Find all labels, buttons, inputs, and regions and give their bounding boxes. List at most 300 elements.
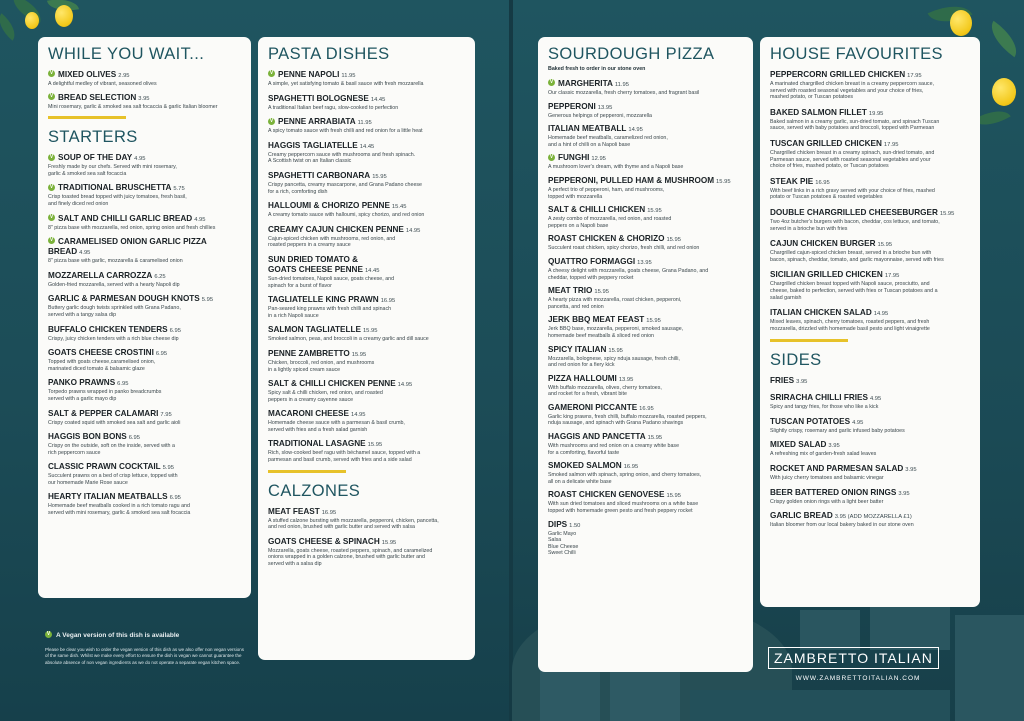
menu-item-price: 14.95	[350, 412, 366, 419]
menu-item-name	[548, 520, 743, 531]
menu-item	[48, 271, 241, 289]
menu-item-title: TRADITIONAL LASAGNE	[268, 439, 366, 449]
menu-item-description: Creamy peppercorn sauce with mushrooms and fresh spinach. A Scottish twist on an Italian classic	[268, 151, 416, 165]
menu-item-name	[770, 70, 970, 81]
menu-item-price: 17.95	[883, 141, 899, 148]
menu-item-title: SALT & PEPPER CALAMARI	[48, 408, 159, 418]
menu-item-description: Spicy and tangy fries, for those who like a kick	[770, 404, 879, 411]
menu-item-price: 3.95	[828, 443, 840, 450]
menu-fold	[509, 0, 513, 721]
menu-item-name	[48, 183, 241, 194]
menu-item-title: PENNE NAPOLI	[278, 70, 340, 79]
menu-item-title: GARLIC & PARMESAN DOUGH KNOTS	[48, 294, 200, 304]
menu-item-description: Smoked salmon with spinach, spring onion, and cherry tomatoes, all on a delicate white base	[548, 472, 702, 485]
vegan-note-body: Please be clear you wish to order the vegan version of this dish as we also offer non vegan versions of the same dish. Whilst we make every effort to ensure the dish is vegan we cannot guarantee the absolute absence of non vegan ingredients as we do not operate a separate vegan kitchen space.	[45, 647, 245, 665]
menu-item-description: Pan-seared king prawns with fresh chilli and spinach in a rich Napoli sauce	[268, 306, 392, 319]
menu-item-name	[770, 488, 970, 499]
menu-item-name	[770, 308, 970, 319]
menu-item-title: SALT & CHILLI CHICKEN	[548, 205, 646, 215]
menu-item-title: GOATS CHEESE & SPINACH	[268, 536, 380, 546]
menu-item-description: With buffalo mozzarella, olives, cherry tomatoes, and rocket for a fresh, vibrant bite	[548, 384, 662, 398]
vegan-note-title: V A Vegan version of this dish is available	[46, 631, 180, 640]
menu-item-description: With sun dried tomatoes and sliced mushrooms on a white base topped with homemade green pesto and fresh peppery rocket	[548, 501, 699, 515]
menu-item-title: PENNE ARRABIATA	[278, 117, 356, 127]
menu-item-description: Homemade cheese sauce with a parmesan & basil crumb, served with fries and a fresh salad garnish	[268, 420, 405, 433]
menu-item-description: Golden-fried mozzarella, served with a hearty Napoli dip	[48, 281, 180, 288]
town-building	[690, 690, 950, 721]
panel-starters	[38, 37, 251, 598]
menu-item-description: With juicy cherry tomatoes and balsamic vinegar	[770, 475, 884, 482]
menu-item-name	[548, 176, 743, 187]
menu-item-price: 16.95	[623, 464, 639, 471]
vegan-v-icon: V	[269, 117, 274, 124]
menu-item-price: 14.95	[873, 311, 889, 318]
section-title-starters: STARTERS	[48, 128, 138, 147]
menu-item-title: ITALIAN MEATBALL	[548, 124, 627, 134]
menu-item-description: A hearty pizza with mozzarella, roast chicken, pepperoni, pancetta, and red onion	[548, 297, 682, 310]
menu-item-price: 3.95	[905, 467, 917, 474]
menu-item-price: 4.95	[869, 396, 882, 403]
menu-item	[268, 409, 465, 433]
menu-item-description: Succulent prawns on a bed of crisp lettuce, topped with our homemade Marie Rose sauce	[48, 473, 178, 486]
menu-item	[268, 325, 465, 343]
menu-item-name	[268, 295, 465, 306]
menu-item-title: TAGLIATELLE KING PRAWN	[268, 295, 379, 305]
menu-item-title: ROCKET AND PARMESAN SALAD	[770, 464, 904, 474]
menu-item-price: 15.95	[939, 210, 955, 217]
menu-item-description: Crisp toasted bread topped with juicy tomatoes, fresh basil, and finely diced red onion	[48, 194, 187, 207]
menu-item-title: BUFFALO CHICKEN TENDERS	[48, 324, 168, 334]
menu-item-price: 15.95	[362, 328, 378, 335]
menu-item-title: MIXED OLIVES	[58, 70, 117, 79]
menu-item-name	[770, 376, 970, 387]
menu-item-name	[268, 117, 465, 128]
menu-item-name	[268, 349, 465, 360]
menu-item-title: MOZZARELLA CARROZZA	[48, 270, 153, 280]
vegan-note	[45, 632, 245, 666]
menu-item-name	[48, 294, 241, 305]
menu-item-description: Chargrilled chicken breast topped with Napoli sauce, prosciutto, and cheese, baked to perfection, served with fries or Tuscan potatoes and a salad garnish	[770, 281, 938, 301]
menu-item-name	[48, 378, 241, 389]
menu-item	[548, 432, 743, 456]
menu-item-description: A spicy tomato sauce with fresh chilli and red onion for a little heat	[268, 128, 423, 135]
menu-item-name	[48, 70, 241, 81]
menu-item-name	[48, 409, 241, 420]
menu-item	[48, 492, 241, 516]
menu-item	[48, 214, 241, 232]
menu-item-title: QUATTRO FORMAGGI	[548, 256, 636, 266]
menu-item	[548, 490, 743, 514]
menu-item-name	[770, 108, 970, 119]
menu-item	[48, 462, 241, 486]
menu-item-title: SALT & CHILLI CHICKEN PENNE	[268, 379, 396, 389]
vegan-v-icon: V	[49, 153, 54, 160]
menu-item-name	[770, 139, 970, 150]
menu-item-title: PENNE ZAMBRETTO	[268, 348, 350, 358]
menu-item-price: 6.95	[128, 435, 140, 442]
menu-item-description: Crispy pancetta, creamy mascarpone, and Grana Padano cheese for a rich, comforting dish	[268, 181, 422, 195]
menu-item-title: FUNGHI	[558, 153, 590, 163]
menu-item	[770, 440, 970, 458]
menu-item-description: A perfect trio of pepperoni, ham, and mushrooms, topped with mozzarella	[548, 186, 665, 200]
menu-item-title: PIZZA HALLOUMI	[548, 373, 617, 383]
menu-item-title: SUN DRIED TOMATO & GOATS CHEESE PENNE	[268, 254, 363, 274]
menu-item	[48, 348, 241, 372]
menu-item-description: A mushroom lover's dream, with thyme and a Napoli base	[548, 164, 684, 171]
menu-item-description: Buttery garlic dough twists sprinkled with Grana Padano, served with a tangy salsa dip	[48, 305, 181, 318]
menu-item	[48, 153, 241, 177]
menu-item-description: With beef links in a rich gravy served with your choice of fries, mashed potato or Tuscan potatoes & roasted vegetables	[770, 187, 935, 201]
menu-item-description: Generous helpings of pepperoni, mozzarella	[548, 112, 652, 119]
menu-item-name	[548, 234, 743, 245]
menu-item-description: Homemade beef meatballs cooked in a rich tomato ragu and served with mini rosemary, garlic & smoked sea salt focaccia	[48, 503, 191, 517]
menu-item	[770, 139, 970, 170]
menu-item-price: 15.95	[381, 539, 397, 546]
menu-item	[770, 393, 970, 411]
menu-item-price: 3.95 (ADD MOZZARELLA £1)	[834, 514, 912, 521]
menu-item-description: Homemade beef meatballs, caramelized red onion, and a hint of chilli on a Napoli base	[548, 135, 668, 148]
menu-item	[268, 379, 465, 403]
menu-item-description: A simple, yet satisfying tomato & basil sauce with fresh mozzarella	[268, 81, 424, 87]
menu-item-description: Mozzarella, goats cheese, roasted peppers, spinach, and caramelized onions wrapped in a golden calzone, brushed with garlic butter and served with a salsa dip	[268, 547, 433, 568]
menu-item-name	[770, 208, 970, 219]
menu-item-price: 11.95	[357, 120, 372, 127]
menu-item-description: 8" pizza base with mozzarella, red onion, spring onion and fresh chillies	[48, 224, 216, 231]
menu-item-title: ITALIAN CHICKEN SALAD	[770, 308, 872, 318]
menu-item-price: 6.25	[154, 273, 166, 280]
menu-item-title: BREAD SELECTION	[58, 92, 137, 102]
menu-item-name	[770, 270, 970, 281]
menu-item-price: 11.95	[614, 82, 629, 88]
vegan-v-icon: V	[49, 70, 54, 77]
menu-item-name	[548, 345, 743, 356]
menu-item-price: 16.95	[380, 298, 396, 305]
menu-item-price: 7.95	[160, 411, 172, 418]
menu-item	[770, 464, 970, 482]
menu-item	[770, 70, 970, 101]
menu-item-name	[268, 379, 465, 390]
menu-item-description: A traditional Italian beef ragu, slow-cooked to perfection	[268, 104, 399, 111]
menu-item-description: Succulent roast chicken, spicy chorizo, fresh chilli, and red onion	[548, 245, 700, 252]
menu-item-price: 4.95	[134, 156, 146, 163]
menu-item-description: A stuffed calzone bursting with mozzarella, pepperoni, chicken, pancetta, and red onion, brushed with garlic butter and served with salsa	[268, 517, 439, 531]
menu-item-description: Italian bloomer from our local bakery baked in our stone oven	[770, 522, 914, 529]
menu-item-description: Baked salmon in a creamy garlic, sun-dried tomato, and spinach Tuscan sauce, served with baby potatoes and broccoli, topped with Parmesan	[770, 118, 940, 132]
menu-item-title: SPAGHETTI CARBONARA	[268, 170, 371, 180]
menu-item	[268, 507, 465, 531]
menu-item-title: FRIES	[770, 376, 795, 386]
menu-item	[268, 94, 465, 112]
menu-item-price: 13.95	[597, 104, 613, 111]
menu-item-title: MARGHERITA	[558, 79, 613, 88]
menu-item-name	[548, 374, 743, 385]
menu-item-price: 11.95	[341, 73, 356, 79]
menu-item-price: 14.45	[370, 96, 386, 103]
menu-item-title: DOUBLE CHARGRILLED CHEESEBURGER	[770, 207, 938, 217]
menu-item	[548, 461, 743, 485]
menu-item-description: Jerk BBQ base, mozzarella, pepperoni, smoked sausage, homemade beef meatballs & sliced red onion	[548, 326, 684, 339]
pizza-subtitle: Baked fresh to order in our stone oven	[548, 66, 646, 72]
menu-item-price: 16.95	[815, 179, 830, 186]
menu-item-title: CAJUN CHICKEN BURGER	[770, 239, 876, 249]
menu-item-title: TUSCAN POTATOES	[770, 416, 851, 426]
menu-item-description: Topped with goats cheese,caramelised onion, marinated diced tomato & balsamic glaze	[48, 359, 156, 372]
menu-item-name	[48, 325, 241, 336]
menu-item-price: 1.50	[569, 522, 581, 529]
menu-item-price: 6.95	[155, 351, 168, 358]
menu-item-description: Cajun-spiced chicken with mushrooms, red onion, and roasted peppers in a creamy sauce	[268, 235, 396, 249]
menu-item	[548, 403, 743, 427]
menu-item	[548, 315, 743, 339]
town-building	[800, 610, 860, 650]
panel-pizza	[538, 37, 753, 672]
menu-item	[770, 108, 970, 132]
menu-item-name	[268, 225, 465, 236]
menu-item-price: 3.95	[796, 379, 808, 386]
vegan-v-icon: V	[49, 92, 54, 99]
menu-item-name	[770, 417, 970, 428]
while-you-wait-list	[48, 70, 241, 110]
menu-item-name	[268, 439, 465, 450]
menu-item-name	[548, 102, 743, 113]
menu-item-price: 15.45	[391, 204, 407, 211]
menu-item-name	[548, 403, 743, 414]
menu-item-title: MEAT TRIO	[548, 286, 593, 296]
menu-item-price: 13.95	[618, 376, 634, 383]
menu-item-title: GAMERONI PICCANTE	[548, 402, 638, 412]
menu-item	[48, 378, 241, 402]
sides-list	[770, 376, 970, 529]
menu-item	[770, 270, 970, 301]
vegan-v-icon: V	[49, 183, 54, 190]
menu-item	[548, 520, 743, 557]
menu-item	[48, 325, 241, 343]
brand-logo	[768, 647, 948, 682]
menu-item	[548, 234, 743, 252]
menu-item-description: Mini rosemary, garlic & smoked sea salt focaccia & garlic Italian bloomer	[48, 103, 218, 110]
menu-item-description: Smoked salmon, peas, and broccoli in a creamy garlic and dill sauce	[268, 336, 429, 343]
menu-item	[48, 93, 241, 111]
menu-item-name	[268, 171, 465, 182]
menu-item-name	[268, 255, 465, 276]
menu-item-name	[770, 393, 970, 404]
menu-item-title: TUSCAN GRILLED CHICKEN	[770, 138, 882, 148]
menu-item-description: Freshly made by our chefs. Served with mini rosemary, garlic & smoked sea salt focaccia	[48, 164, 177, 177]
menu-item-title: PEPPERONI	[548, 101, 596, 111]
menu-item-title: JERK BBQ MEAT FEAST	[548, 315, 645, 325]
menu-item-title: ROAST CHICKEN GENOVESE	[548, 490, 665, 500]
menu-item-price: 15.95	[647, 435, 663, 442]
menu-item-name	[548, 490, 743, 501]
section-divider	[268, 470, 346, 473]
menu-item-description: A refreshing mix of garden-fresh salad leaves	[770, 451, 877, 458]
menu-item-name	[548, 124, 743, 135]
brand-url: WWW.ZAMBRETTOITALIAN.COM	[795, 675, 921, 682]
vegan-v-icon: V	[49, 237, 54, 244]
menu-item-description: Crispy golden onion rings with a light beer batter	[770, 498, 884, 505]
menu-item-name	[548, 461, 743, 472]
menu-item-price: 4.95	[79, 250, 91, 257]
vegan-v-icon: V	[269, 70, 274, 77]
menu-item-name	[548, 286, 743, 297]
menu-item-name	[48, 93, 241, 104]
menu-item	[770, 417, 970, 435]
menu-item-title: HEARTY ITALIAN MEATBALLS	[48, 492, 168, 502]
menu-item-price: 4.95	[852, 419, 864, 426]
menu-item-price: 15.95	[367, 442, 383, 449]
menu-item-title: SRIRACHA CHILLI FRIES	[770, 393, 868, 403]
menu-item	[268, 537, 465, 568]
menu-item-description: Mozzarella, bolognese, spicy nduja sausage, fresh chilli, and red onion for a fiery kick	[548, 355, 680, 369]
menu-item-title: GOATS CHEESE CROSTINI	[48, 348, 154, 358]
menu-item	[48, 70, 241, 88]
menu-item-price: 12.95	[591, 156, 606, 163]
menu-item-price: 5.95	[201, 297, 214, 304]
starters-list	[48, 153, 241, 516]
town-building	[610, 670, 680, 721]
menu-item-price: 4.95	[194, 216, 206, 223]
town-building	[870, 600, 950, 650]
menu-item-price: 14.45	[359, 143, 375, 150]
menu-item	[548, 124, 743, 148]
menu-item-description: A zesty combo of mozzarella, red onion, and roasted peppers on a Napoli base	[548, 216, 672, 229]
menu-item-price: 15.95	[877, 242, 893, 249]
menu-item-title: ROAST CHICKEN & CHORIZO	[548, 234, 665, 244]
menu-item-name	[268, 70, 465, 81]
menu-item-title: SICILIAN GRILLED CHICKEN	[770, 270, 883, 280]
menu-item	[48, 294, 241, 318]
menu-item	[548, 102, 743, 120]
menu-item-price: 15.95	[351, 351, 367, 358]
menu-item-price: 15.95	[608, 347, 623, 354]
menu-item-name	[548, 205, 743, 216]
menu-item-description: Torpedo prawns wrapped in panko breadcrumbs served with a garlic mayo dip	[48, 389, 162, 402]
menu-item-price: 5.75	[173, 186, 185, 193]
menu-item-price: 17.95	[884, 273, 900, 280]
brand-name: ZAMBRETTO ITALIAN	[768, 647, 939, 669]
menu-item	[548, 374, 743, 398]
menu-item	[770, 488, 970, 506]
menu-item-name	[548, 432, 743, 443]
menu-item-name	[548, 315, 743, 326]
menu-item-name	[548, 257, 743, 268]
menu-item	[548, 153, 743, 171]
menu-item-title: PANKO PRAWNS	[48, 378, 116, 388]
menu-item-title: HAGGIS BON BONS	[48, 432, 127, 442]
menu-item	[268, 439, 465, 463]
menu-item-price: 15.95	[594, 289, 609, 296]
menu-item-description: Slightly crispy, rosemary and garlic infused baby potatoes	[770, 427, 905, 434]
menu-item	[268, 349, 465, 373]
menu-item-price: 6.95	[117, 381, 129, 388]
menu-item	[268, 225, 465, 249]
menu-item	[268, 141, 465, 165]
menu-item-title: SPICY ITALIAN	[548, 344, 607, 354]
menu-item-name	[48, 462, 241, 473]
panel-pasta	[258, 37, 475, 660]
menu-item-name	[268, 94, 465, 105]
menu-item-description: Our classic mozzarella, fresh cherry tomatoes, and fragrant basil	[548, 90, 700, 96]
menu-item-name	[770, 239, 970, 250]
menu-item-title: MACARONI CHEESE	[268, 409, 349, 419]
menu-item-title: PEPPERONI, PULLED HAM & MUSHROOM	[548, 175, 715, 185]
menu-item	[268, 255, 465, 289]
menu-item-name	[268, 409, 465, 420]
menu-item-description: Chargrilled cajun-spiced chicken breast, served in a brioche bun with bacon, spinach, cheddar, tomato, and garlic mayonnaise, served with fries	[770, 250, 944, 263]
menu-item	[770, 376, 970, 387]
menu-item	[548, 79, 743, 97]
menu-item-description: Chargrilled chicken breast in a creamy spinach, sun-dried tomato, and Parmesan sauce, served with roasted seasonal vegetables and your choice of fries, mashed potato, or Tuscan potatoes	[770, 149, 935, 170]
menu-item-description: Two 4oz butcher's burgers with bacon, cheddar, cos lettuce, and tomato, served in a brioche bun with fries	[770, 218, 940, 232]
menu-item	[268, 70, 465, 88]
menu-item-name	[268, 325, 465, 336]
menu-item-price: 3.95	[898, 490, 910, 497]
menu-item	[48, 183, 241, 207]
menu-item-title: BAKED SALMON FILLET	[770, 107, 867, 117]
menu-item-price: 6.95	[169, 327, 181, 334]
menu-item-price: 2.95	[118, 73, 130, 79]
menu-item-description: Spicy salt & chilli chicken, red onion, and roasted peppers in a creamy cayenne sauce	[268, 390, 383, 403]
menu-item-description: Rich, slow-cooked beef ragu with béchamel sauce, topped with a parmesan and basil crumb, served with fries and a side salad	[268, 450, 421, 464]
menu-item-description: Garlic king prawns, fresh chilli, buffalo mozzarella, roasted peppers, nduja sausage, and spinach with Grana Padano shavings	[548, 413, 707, 427]
menu-item	[48, 409, 241, 427]
menu-item-description: A marinated chargrilled chicken breast in a creamy peppercorn sauce, served with roasted seasonal vegetables and your choice of fries, mashed potato, or Tuscan potatoes	[770, 81, 934, 101]
section-title-house: HOUSE FAVOURITES	[770, 45, 943, 63]
menu-item	[548, 345, 743, 369]
menu-item-description: A creamy tomato sauce with halloumi, spicy chorizo, and red onion	[268, 212, 425, 219]
menu-item	[770, 511, 970, 529]
pizza-list	[548, 79, 743, 557]
menu-item-name	[48, 271, 241, 282]
menu-item	[770, 308, 970, 332]
menu-item-price: 16.95	[321, 509, 337, 516]
menu-item-title: CLASSIC PRAWN COCKTAIL	[48, 462, 161, 472]
menu-item	[548, 257, 743, 281]
menu-item	[770, 239, 970, 263]
menu-item	[268, 295, 465, 319]
menu-item	[770, 177, 970, 201]
menu-item-title: PEPPERCORN GRILLED CHICKEN	[770, 70, 906, 79]
menu-item	[268, 201, 465, 219]
house-list	[770, 70, 970, 332]
section-title-pizza: SOURDOUGH PIZZA	[548, 45, 715, 63]
menu-item-name	[770, 440, 970, 451]
menu-item-title: STEAK PIE	[770, 176, 814, 186]
menu-item-title: CREAMY CAJUN CHICKEN PENNE	[268, 224, 404, 234]
menu-item-price: 5.95	[162, 465, 174, 472]
menu-item-name	[48, 348, 241, 359]
menu-item-title: MEAT FEAST	[268, 506, 320, 516]
menu-item-name	[548, 79, 743, 90]
menu-item-title: MIXED SALAD	[770, 440, 827, 450]
menu-item-title: SPAGHETTI BOLOGNESE	[268, 93, 369, 103]
menu-item-title: BEER BATTERED ONION RINGS	[770, 487, 897, 497]
section-title-while-you-wait: WHILE YOU WAIT...	[48, 45, 205, 63]
town-building	[955, 615, 1024, 721]
menu-item-price: 14.45	[364, 267, 380, 274]
menu-item-price: 3.95	[138, 95, 150, 102]
menu-item-description: Chicken, broccoli, red onion, and mushrooms in a lightly spiced cream sauce	[268, 359, 375, 373]
menu-item-name	[48, 237, 241, 258]
menu-item-description: 8" pizza base with garlic, mozzarella & caramelised onion	[48, 258, 183, 265]
menu-item	[268, 117, 465, 135]
menu-item	[770, 208, 970, 232]
menu-item-description: Crispy coated squid with smoked sea salt and garlic aioli	[48, 419, 181, 426]
menu-item-title: SOUP OF THE DAY	[58, 153, 133, 163]
menu-item-name	[48, 492, 241, 503]
menu-item-description: Garlic Mayo Salsa Blue Cheese Sweet Chilli	[548, 530, 579, 557]
vegan-v-icon: V	[549, 79, 554, 86]
